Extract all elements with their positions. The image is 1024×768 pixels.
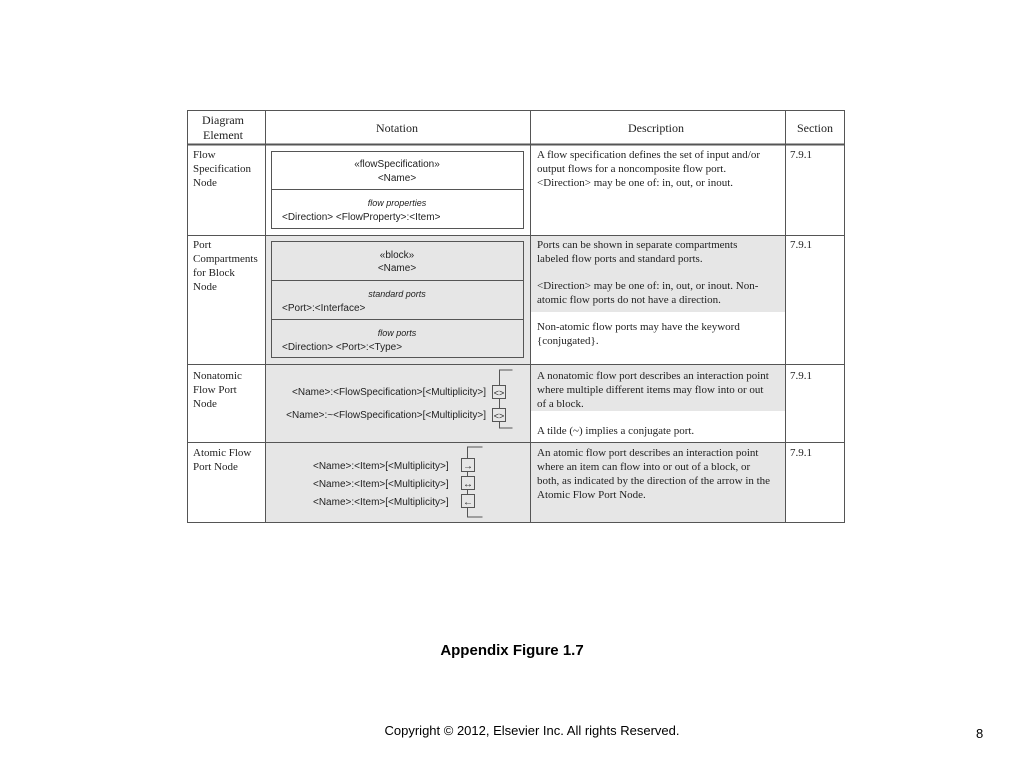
row1-section: 7.9.1 bbox=[790, 149, 812, 161]
row1-desc-line2: output flows for a noncomposite flow port. bbox=[537, 163, 727, 175]
page-number: 8 bbox=[976, 726, 984, 741]
section-column bbox=[790, 149, 812, 459]
row2-desc-line6: {conjugated}. bbox=[537, 335, 599, 347]
flowspec-name: <Name> bbox=[377, 173, 417, 184]
nonatomic-port-glyph: <> bbox=[493, 388, 505, 398]
row4-desc-line4: Atomic Flow Port Node. bbox=[537, 489, 646, 501]
row2-element-line3: for Block bbox=[193, 267, 235, 279]
row3-desc-line2: where multiple different items may flow into or out bbox=[537, 384, 764, 396]
row4-section: 7.9.1 bbox=[790, 447, 812, 459]
row3-desc-line1: A nonatomic flow port describes an interaction point bbox=[537, 370, 769, 382]
block-name: <Name> bbox=[377, 263, 417, 274]
block-compartments-box bbox=[272, 242, 525, 358]
atomic-port-label-in: <Name>:<Item>[<Multiplicity>] bbox=[313, 497, 449, 508]
element-column bbox=[193, 149, 258, 473]
row4-desc-line2: where an item can flow into or out of a block, or bbox=[537, 461, 751, 473]
row2-element-line4: Node bbox=[193, 281, 217, 293]
row2-section: 7.9.1 bbox=[790, 239, 812, 251]
nonatomic-port-label: <Name>:<FlowSpecification>[<Multiplicity>] bbox=[292, 387, 486, 398]
row1-element-line3: Node bbox=[193, 177, 217, 189]
row3-element-line3: Node bbox=[193, 398, 217, 410]
block-stereotype: «block» bbox=[379, 250, 415, 261]
atomic-port-label-out: <Name>:<Item>[<Multiplicity>] bbox=[313, 461, 449, 472]
row2-desc-line2: labeled flow ports and standard ports. bbox=[537, 253, 703, 265]
header-notation: Notation bbox=[376, 121, 418, 135]
row3-element-line1: Nonatomic bbox=[193, 370, 242, 382]
row3-desc-line4: A tilde (~) implies a conjugate port. bbox=[537, 425, 695, 437]
left-right-arrow-icon: ↔ bbox=[463, 479, 473, 490]
flow-port-entry: <Direction> <Port>:<Type> bbox=[282, 342, 403, 353]
row2-desc-line5: Non-atomic flow ports may have the keyword bbox=[537, 321, 740, 333]
row3-section: 7.9.1 bbox=[790, 370, 812, 382]
row2-desc-line4: atomic flow ports do not have a direction. bbox=[537, 294, 721, 306]
row1-desc-line1: A flow specification defines the set of input and/or bbox=[537, 149, 760, 161]
flowspec-compartment-title: flow properties bbox=[367, 198, 427, 208]
header-section: Section bbox=[797, 121, 833, 135]
conjugate-port-glyph: <> bbox=[493, 411, 505, 421]
atomic-port-label-inout: <Name>:<Item>[<Multiplicity>] bbox=[313, 479, 449, 490]
row4-desc-line1: An atomic flow port describes an interaction point bbox=[537, 447, 759, 459]
row4-element-line1: Atomic Flow bbox=[193, 447, 252, 459]
header-diagram-element-line2: Element bbox=[203, 128, 243, 142]
header-description: Description bbox=[628, 121, 684, 135]
conjugate-port-label: <Name>:~<FlowSpecification>[<Multiplicity>] bbox=[286, 410, 486, 421]
copyright-notice: Copyright © 2012, Elsevier Inc. All rights Reserved. bbox=[384, 723, 680, 738]
row2-desc-line3: <Direction> may be one of: in, out, or inout. Non- bbox=[537, 280, 759, 292]
flowspec-property: <Direction> <FlowProperty>:<Item> bbox=[282, 212, 441, 223]
header-diagram-element-line1: Diagram bbox=[202, 113, 244, 127]
row3-notation-shade bbox=[265, 365, 530, 442]
right-arrow-icon: → bbox=[463, 461, 473, 472]
row1-element-line2: Specification bbox=[193, 163, 252, 175]
row4-element-line2: Port Node bbox=[193, 461, 238, 473]
flow-ports-title: flow ports bbox=[377, 328, 417, 338]
row4-desc-line3: both, as indicated by the direction of the arrow in the bbox=[537, 475, 771, 487]
row2-desc-line1: Ports can be shown in separate compartments bbox=[537, 239, 738, 251]
row3-desc-line3: of a block. bbox=[537, 398, 584, 410]
row1-element-line1: Flow bbox=[193, 149, 216, 161]
flowspec-stereotype: «flowSpecification» bbox=[354, 159, 440, 170]
row1-desc-line3: <Direction> may be one of: in, out, or inout. bbox=[537, 177, 734, 189]
flow-specification-box bbox=[272, 152, 525, 229]
description-column bbox=[537, 149, 770, 501]
standard-ports-title: standard ports bbox=[368, 289, 426, 299]
row3-element-line2: Flow Port bbox=[193, 384, 237, 396]
standard-port-entry: <Port>:<Interface> bbox=[282, 303, 366, 314]
left-arrow-icon: ← bbox=[463, 497, 473, 508]
row2-element-line1: Port bbox=[193, 239, 212, 251]
row2-element-line2: Compartments bbox=[193, 253, 258, 265]
figure-caption: Appendix Figure 1.7 bbox=[440, 642, 584, 659]
table-header bbox=[202, 113, 833, 142]
